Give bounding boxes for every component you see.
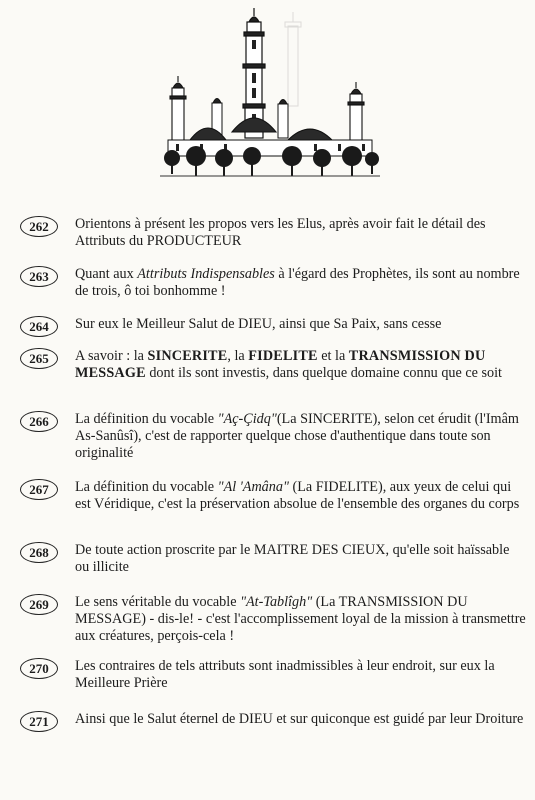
text-segment: La définition du vocable <box>75 479 218 495</box>
text-segment: (La SINCERITE), selon cet érudit (l'Imâm As-Sanûsî), c'est de rapporter quelque chose d'authentique dans toute son originalité <box>75 411 519 461</box>
verse-text <box>75 411 527 462</box>
verse-text <box>75 316 527 333</box>
text-segment: (La FIDELITE), aux yeux de celui qui est Véridique, c'est la préservation absolue de l'ensemble des organes du corps <box>75 479 520 512</box>
italic-term: "Al 'Amâna" <box>217 479 289 495</box>
verse-text <box>75 658 527 692</box>
verse-text <box>75 711 527 728</box>
text-segment: (La TRANSMISSION DU MESSAGE) - dis-le! - c'est l'accomplissement loyal de la mission à transmettre aux créatures, perçois-cela ! <box>75 594 526 644</box>
verse-number: 271 <box>20 711 58 732</box>
verse-number: 266 <box>20 411 58 432</box>
verse-number: 262 <box>20 216 58 237</box>
text-segment: Ainsi que le Salut éternel de DIEU et sur quiconque est guidé par leur Droiture <box>75 711 524 727</box>
bold-term: TRANSMISSION DU MESSAGE <box>75 348 486 381</box>
text-segment: et la <box>317 348 349 364</box>
text-segment: Les contraires de tels attributs sont inadmissibles à leur endroit, sur eux la Meilleure Prière <box>75 658 495 691</box>
italic-term: Attributs Indispensables <box>137 266 275 282</box>
verse-text <box>75 542 527 576</box>
text-segment: à l'égard des Prophètes, ils sont au nombre de trois, ô toi bonhomme ! <box>75 266 520 299</box>
verse-number: 267 <box>20 479 58 500</box>
verse-text <box>75 348 527 382</box>
text-segment: dont ils sont investis, dans quelque domaine connu que ce soit <box>145 365 502 381</box>
verse-number: 268 <box>20 542 58 563</box>
verse-text <box>75 594 527 645</box>
text-segment: , la <box>227 348 249 364</box>
text-segment: Le sens véritable du vocable <box>75 594 241 610</box>
italic-term: "At-Tablîgh" <box>240 594 313 610</box>
verse-number: 264 <box>20 316 58 337</box>
text-segment: Orientons à présent les propos vers les Elus, après avoir fait le détail des Attributs du PRODUCTEUR <box>75 216 486 249</box>
verse-text <box>75 479 527 513</box>
text-segment: La définition du vocable <box>75 411 218 427</box>
italic-term: "Aç-Çidq" <box>217 411 277 427</box>
text-segment: Quant aux <box>75 266 138 282</box>
verse-number: 270 <box>20 658 58 679</box>
verse-number: 269 <box>20 594 58 615</box>
verse-number: 263 <box>20 266 58 287</box>
verse-number: 265 <box>20 348 58 369</box>
bold-term: FIDELITE <box>248 348 318 364</box>
text-segment: Sur eux le Meilleur Salut de DIEU, ainsi que Sa Paix, sans cesse <box>75 316 442 332</box>
text-segment: A savoir : la <box>75 348 148 364</box>
verse-text <box>75 266 527 300</box>
verse-text <box>75 216 527 250</box>
bold-term: SINCERITE <box>147 348 228 364</box>
text-segment: De toute action proscrite par le MAITRE DES CIEUX, qu'elle soit haïssable ou illicite <box>75 542 510 575</box>
